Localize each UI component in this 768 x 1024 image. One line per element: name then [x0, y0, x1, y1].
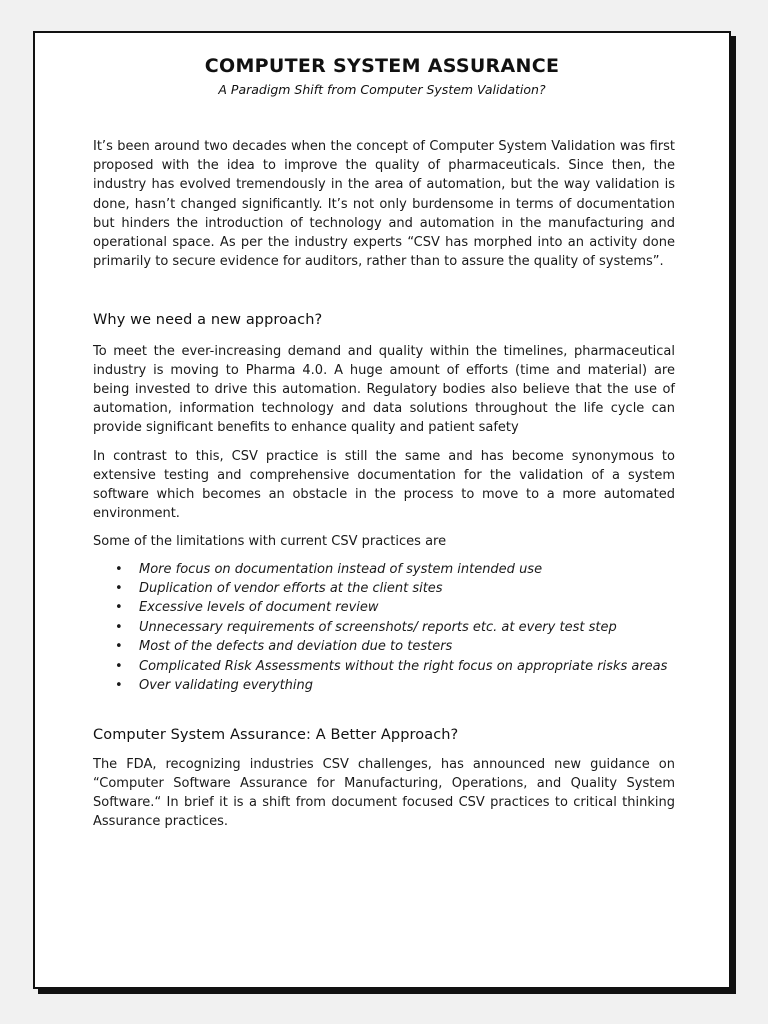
why-paragraph-3: Some of the limitations with current CSV practices are	[93, 534, 447, 550]
list-item-text: Most of the defects and deviation due to testers	[139, 639, 453, 655]
list-item	[115, 618, 675, 637]
document-title: COMPUTER SYSTEM ASSURANCE	[204, 55, 560, 77]
bullet-icon: •	[115, 658, 123, 674]
intro-paragraph: It’s been around two decades when the concept of Computer System Validation was first proposed with the idea to improve the quality of pharmaceuticals. Since then, the industry has evolved tremendously in the area of automation, but the way validation is done, hasn’t changed significantly. It’s not only burdensome in terms of documentation but hinders the introduction of technology and automation in the manufacturing and operational space. As per the industry experts “CSV has morphed into an activity done primarily to secure evidence for auditors, rather than to assure the quality of systems”.	[93, 139, 675, 270]
list-item-text: Unnecessary requirements of screenshots/ reports etc. at every test step	[139, 619, 617, 635]
bullet-icon: •	[115, 678, 123, 694]
list-item	[115, 598, 675, 617]
list-item	[115, 657, 675, 676]
list-item-text: Duplication of vendor efforts at the client sites	[139, 581, 443, 597]
bullet-icon: •	[115, 639, 123, 655]
document-subtitle: A Paradigm Shift from Computer System Validation?	[218, 82, 546, 97]
why-paragraph-1: To meet the ever-increasing demand and quality within the timelines, pharmaceutical industry is moving to Pharma 4.0. A huge amount of efforts (time and material) are being invested to drive this automation. Regulatory bodies also believe that the use of automation, information technology and data solutions throughout the life cycle can provide significant benefits to enhance quality and patient safety	[93, 343, 675, 436]
bullet-icon: •	[115, 619, 123, 635]
list-item	[115, 637, 675, 656]
list-item-text: Excessive levels of document review	[139, 600, 379, 616]
list-item-text: More focus on documentation instead of system intended use	[139, 561, 543, 577]
limitations-list	[93, 560, 675, 696]
list-item	[115, 560, 675, 579]
bullet-icon: •	[115, 581, 123, 597]
document-page	[33, 31, 731, 989]
csa-paragraph-1: The FDA, recognizing industries CSV challenges, has announced new guidance on “Computer Software Assurance for Manufacturing, Operations, and Quality System Software.“ In brief it is a shift from document focused CSV practices to critical thinking Assurance practices.	[93, 756, 675, 830]
bullet-icon: •	[115, 561, 123, 577]
bullet-icon: •	[115, 600, 123, 616]
list-item-text: Over validating everything	[139, 678, 314, 694]
document-body	[93, 137, 675, 832]
section-heading-csa: Computer System Assurance: A Better Approach?	[93, 726, 459, 743]
list-item	[115, 579, 675, 598]
why-paragraph-2: In contrast to this, CSV practice is still the same and has become synonymous to extensive testing and comprehensive documentation for the validation of a system software which becomes an obstacle in the process to move to a more automated environment.	[93, 448, 675, 522]
list-item-text: Complicated Risk Assessments without the right focus on appropriate risks areas	[139, 658, 668, 674]
section-heading-why: Why we need a new approach?	[93, 312, 323, 329]
list-item	[115, 676, 675, 695]
